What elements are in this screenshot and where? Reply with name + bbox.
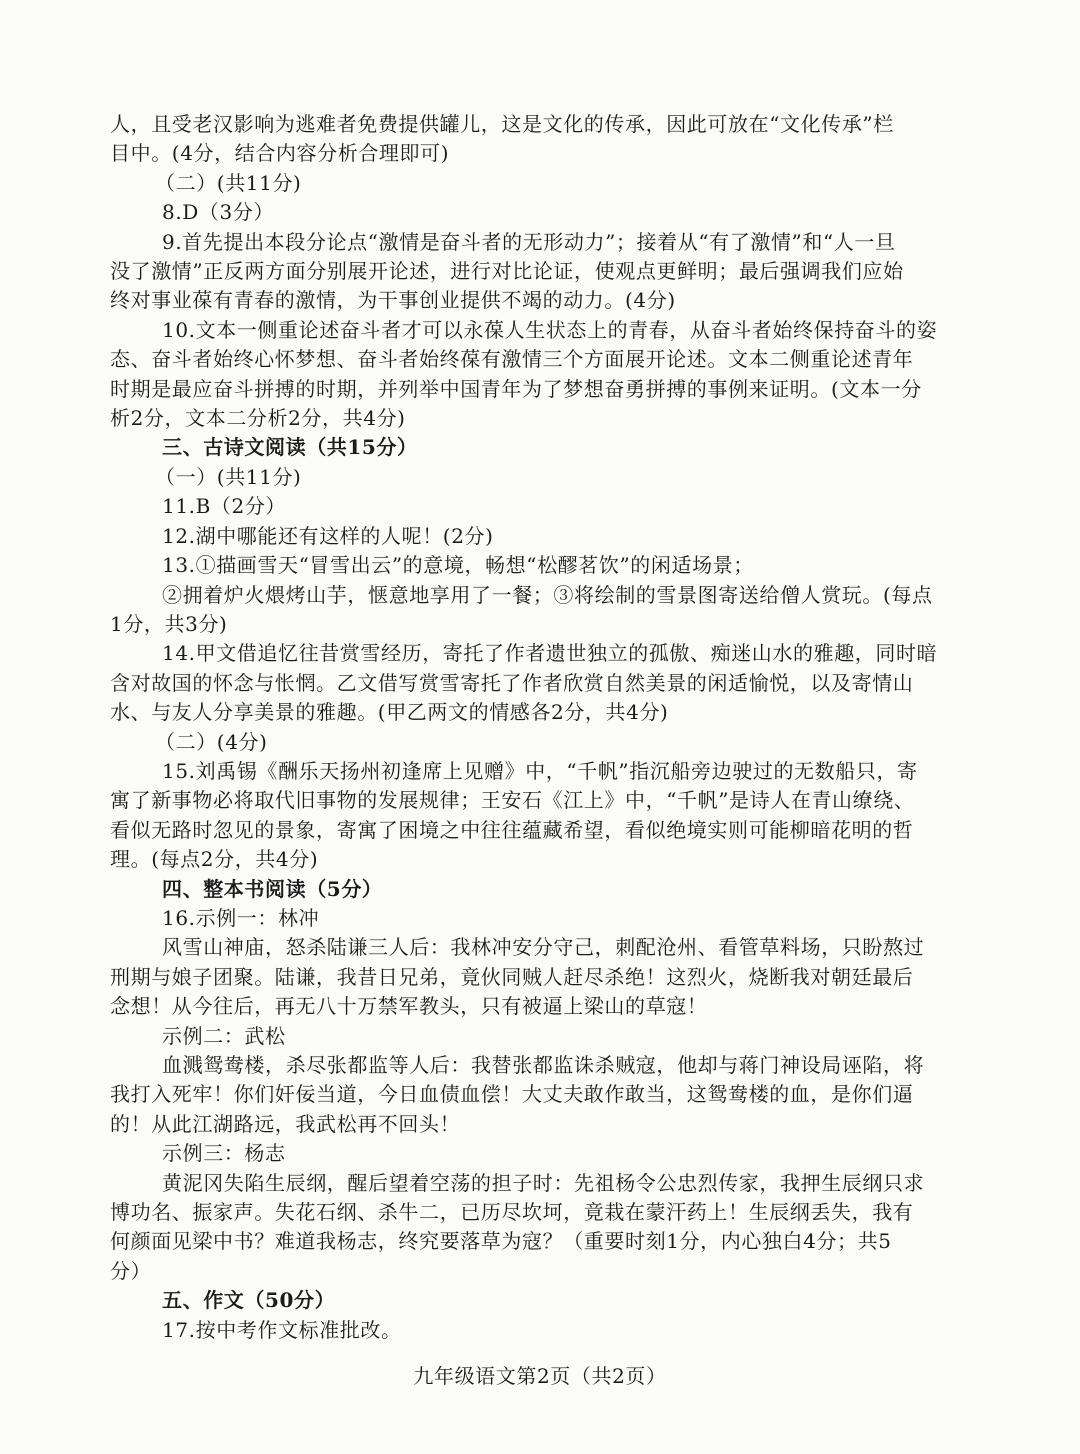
text-line: 四、整本书阅读（5分） xyxy=(162,876,383,901)
text-line: 12.湖中哪能还有这样的人呢！(2分) xyxy=(162,523,494,548)
text-line: 念想！从今往后，再无八十万禁军教头，只有被逼上梁山的草寇！ xyxy=(110,994,708,1019)
text-line: 目中。(4分，结合内容分析合理即可) xyxy=(110,141,450,166)
text-line: 8.D（3分） xyxy=(162,200,275,225)
text-line: ②拥着炉火煨烤山芋，惬意地享用了一餐；③将绘制的雪景图寄送给僧人赏玩。(每点 xyxy=(162,582,933,607)
text-line: 何颜面见梁中书？难道我杨志，终究要落草为寇？（重要时刻1分，内心独白4分；共5 xyxy=(110,1229,892,1254)
text-line: 三、古诗文阅读（共15分） xyxy=(162,435,418,460)
text-line: 人，且受老汉影响为逃难者免费提供罐儿，这是文化的传承，因此可放在“文化传承”栏 xyxy=(110,112,894,136)
text-line: 示例三：杨志 xyxy=(162,1141,286,1166)
text-line: 11.B（2分） xyxy=(162,494,287,519)
text-line: 示例二：武松 xyxy=(162,1023,286,1048)
text-line: 析2分，文本二分析2分，共4分) xyxy=(110,406,406,431)
text-line: 1分，共3分) xyxy=(110,611,228,636)
document-body xyxy=(110,110,975,1345)
text-line: 理。(每点2分，共4分) xyxy=(110,847,319,872)
text-line: 时期是最应奋斗拼搏的时期，并列举中国青年为了梦想奋勇拼搏的事例来证明。(文本一分 xyxy=(110,376,922,401)
text-line: 17.按中考作文标准批改。 xyxy=(162,1317,402,1342)
text-line: 态、奋斗者始终心怀梦想、奋斗者始终葆有激情三个方面展开论述。文本二侧重论述青年 xyxy=(110,347,914,372)
text-line: 15.刘禹锡《酬乐天扬州初逢席上见赠》中，“千帆”指沉船旁边驶过的无数船只，寄 xyxy=(162,758,918,783)
text-line: 16.示例一：林冲 xyxy=(162,905,320,930)
text-line: 的！从此江湖路远，我武松再不回头！ xyxy=(110,1111,461,1136)
text-line: 终对事业葆有青春的激情，为干事创业提供不竭的动力。(4分) xyxy=(110,288,676,313)
text-line: 14.甲文借追忆往昔赏雪经历，寄托了作者遗世独立的孤傲、痴迷山水的雅趣，同时暗 xyxy=(162,641,938,666)
text-line: 13.①描画雪天“冒雪出云”的意境，畅想“松醪茗饮”的闲适场景； xyxy=(162,553,754,578)
text-line: 风雪山神庙，怒杀陆谦三人后：我林冲安分守己，刺配沧州、看管草料场，只盼熬过 xyxy=(162,935,925,960)
text-line: 博功名、振家声。失花石纲、杀牛二，已历尽坎坷，竟栽在蒙汗药上！生辰纲丢失，我有 xyxy=(110,1200,914,1225)
text-line: 9.首先提出本段分论点“激情是奋斗者的无形动力”；接着从“有了激情”和“人一旦 xyxy=(162,229,896,254)
text-line: 我打入死牢！你们奸佞当道，今日血债血偿！大丈夫敢作敢当，这鸳鸯楼的血，是你们逼 xyxy=(110,1082,914,1107)
text-line: 黄泥冈失陷生辰纲，醒后望着空荡的担子时：先祖杨令公忠烈传家，我押生辰纲只求 xyxy=(162,1170,925,1195)
text-line: 寓了新事物必将取代旧事物的发展规律；王安石《江上》中，“千帆”是诗人在青山缭绕、 xyxy=(110,788,915,813)
text-line: 水、与友人分享美景的雅趣。(甲乙两文的情感各2分，共4分) xyxy=(110,700,669,725)
text-line: （二）(4分) xyxy=(155,729,268,754)
text-line: （一）(共11分) xyxy=(155,464,302,489)
text-line: 看似无路时忽见的景象，寄寓了困境之中往往蕴藏希望，看似绝境实则可能柳暗花明的哲 xyxy=(110,817,914,842)
text-line: 刑期与娘子团聚。陆谦，我昔日兄弟，竟伙同贼人赶尽杀绝！这烈火，烧断我对朝廷最后 xyxy=(110,964,914,989)
text-line: 10.文本一侧重论述奋斗者才可以永葆人生状态上的青春，从奋斗者始终保持奋斗的姿 xyxy=(162,317,938,342)
text-line: 没了激情”正反两方面分别展开论述，进行对比论证，使观点更鲜明；最后强调我们应始 xyxy=(110,259,904,284)
page-footer: 九年级语文第2页（共2页） xyxy=(413,1364,667,1388)
text-line: （二）(共11分) xyxy=(155,170,302,195)
text-line: 含对故国的怀念与怅惘。乙文借写赏雪寄托了作者欣赏自然美景的闲适愉悦，以及寄情山 xyxy=(110,670,914,695)
text-line: 血溅鸳鸯楼，杀尽张都监等人后：我替张都监诛杀贼寇，他却与蒋门神设局诬陷，将 xyxy=(162,1053,925,1077)
text-line: 五、作文（50分） xyxy=(162,1288,336,1313)
text-line: 分） xyxy=(110,1258,152,1283)
